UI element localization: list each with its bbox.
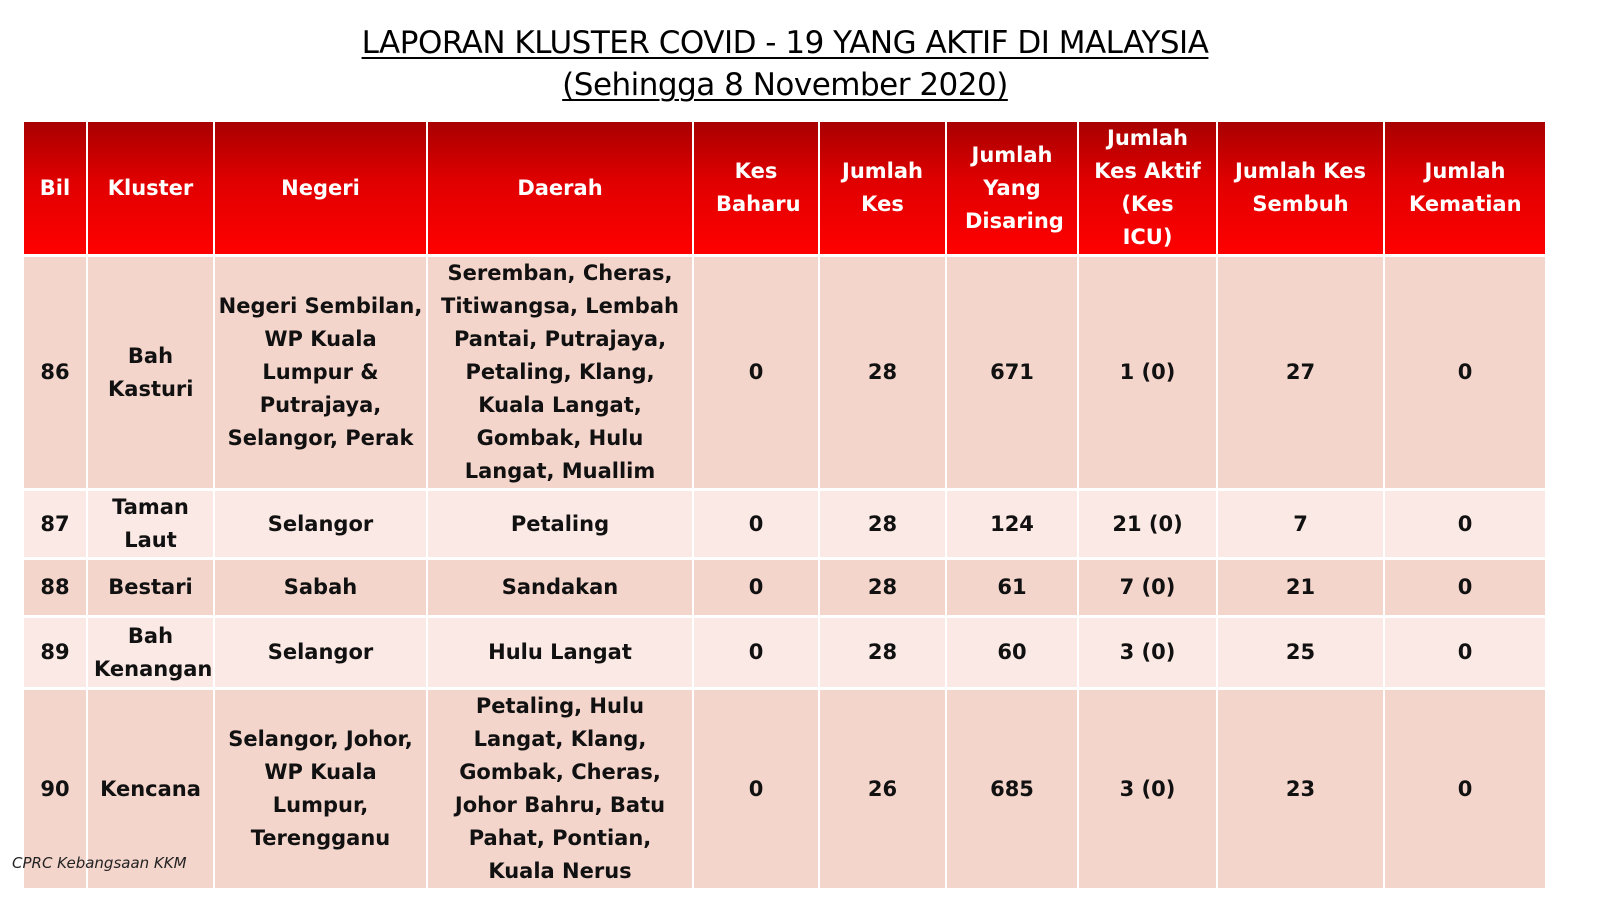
cell-jumlah-kes: 28: [819, 617, 946, 689]
cell-bil: 90: [23, 689, 87, 889]
cell-jumlah-kes-sembuh: 27: [1217, 256, 1384, 490]
cell-bil: 86: [23, 256, 87, 490]
header-jumlah-disaring: Jumlah Yang Disaring: [946, 122, 1078, 256]
table-row: [23, 256, 1546, 490]
cell-jumlah-kes-aktif: 21 (0): [1078, 490, 1217, 559]
header-kluster: Kluster: [87, 122, 214, 256]
cell-jumlah-disaring: 124: [946, 490, 1078, 559]
source-credit: CPRC Kebangsaan KKM: [12, 854, 187, 872]
cell-kluster: Taman Laut: [87, 490, 214, 559]
cell-jumlah-kematian: 0: [1384, 256, 1546, 490]
header-bil: Bil: [23, 122, 87, 256]
cell-kluster: Bah Kasturi: [87, 256, 214, 490]
cell-jumlah-kes-aktif: 3 (0): [1078, 617, 1217, 689]
cell-jumlah-disaring: 685: [946, 689, 1078, 889]
cell-kluster: Kencana: [87, 689, 214, 889]
cell-jumlah-kematian: 0: [1384, 689, 1546, 889]
table-row: [23, 490, 1546, 559]
cell-jumlah-kes-aktif: 7 (0): [1078, 559, 1217, 617]
table-header-row: [23, 122, 1546, 256]
cell-jumlah-disaring: 61: [946, 559, 1078, 617]
cluster-table: [22, 122, 1547, 888]
cell-daerah: Seremban, Cheras, Titiwangsa, Lembah Pantai, Putrajaya, Petaling, Klang, Kuala Langat, Gombak, Hulu Langat, Muallim: [427, 256, 693, 490]
cell-jumlah-disaring: 671: [946, 256, 1078, 490]
cell-negeri: Selangor: [214, 490, 427, 559]
header-kes-baharu: Kes Baharu: [693, 122, 819, 256]
cell-jumlah-kes-aktif: 3 (0): [1078, 689, 1217, 889]
cell-kluster: Bestari: [87, 559, 214, 617]
cell-jumlah-kematian: 0: [1384, 559, 1546, 617]
table-row: [23, 689, 1546, 889]
cell-daerah: Hulu Langat: [427, 617, 693, 689]
cell-bil: 87: [23, 490, 87, 559]
table-row: [23, 617, 1546, 689]
header-jumlah-kes-aktif: Jumlah Kes Aktif (Kes ICU): [1078, 122, 1217, 256]
cell-jumlah-kes: 28: [819, 559, 946, 617]
report-title-main: LAPORAN KLUSTER COVID - 19 YANG AKTIF DI MALAYSIA: [361, 25, 1209, 61]
table-row: [23, 559, 1546, 617]
header-jumlah-kes: Jumlah Kes: [819, 122, 946, 256]
header-jumlah-kes-sembuh: Jumlah Kes Sembuh: [1217, 122, 1384, 256]
cell-kes-baharu: 0: [693, 689, 819, 889]
cell-jumlah-kes-aktif: 1 (0): [1078, 256, 1217, 490]
cell-jumlah-kes: 26: [819, 689, 946, 889]
cell-jumlah-disaring: 60: [946, 617, 1078, 689]
header-daerah: Daerah: [427, 122, 693, 256]
report-title: [0, 22, 1570, 106]
cell-kes-baharu: 0: [693, 256, 819, 490]
cell-bil: 89: [23, 617, 87, 689]
cell-negeri: Selangor: [214, 617, 427, 689]
cell-jumlah-kematian: 0: [1384, 617, 1546, 689]
cell-daerah: Sandakan: [427, 559, 693, 617]
header-jumlah-kematian: Jumlah Kematian: [1384, 122, 1546, 256]
cell-jumlah-kes: 28: [819, 256, 946, 490]
cell-negeri: Negeri Sembilan, WP Kuala Lumpur & Putrajaya, Selangor, Perak: [214, 256, 427, 490]
report-title-date: (Sehingga 8 November 2020): [562, 67, 1008, 103]
cell-jumlah-kes-sembuh: 7: [1217, 490, 1384, 559]
cell-kluster: Bah Kenangan: [87, 617, 214, 689]
cell-jumlah-kes-sembuh: 25: [1217, 617, 1384, 689]
cell-negeri: Sabah: [214, 559, 427, 617]
cell-jumlah-kematian: 0: [1384, 490, 1546, 559]
cell-daerah: Petaling, Hulu Langat, Klang, Gombak, Cheras, Johor Bahru, Batu Pahat, Pontian, Kuala Nerus: [427, 689, 693, 889]
cell-kes-baharu: 0: [693, 617, 819, 689]
cell-jumlah-kes-sembuh: 23: [1217, 689, 1384, 889]
header-negeri: Negeri: [214, 122, 427, 256]
cell-kes-baharu: 0: [693, 490, 819, 559]
cell-bil: 88: [23, 559, 87, 617]
cell-jumlah-kes: 28: [819, 490, 946, 559]
cell-kes-baharu: 0: [693, 559, 819, 617]
cell-jumlah-kes-sembuh: 21: [1217, 559, 1384, 617]
cell-negeri: Selangor, Johor, WP Kuala Lumpur, Terengganu: [214, 689, 427, 889]
cell-daerah: Petaling: [427, 490, 693, 559]
